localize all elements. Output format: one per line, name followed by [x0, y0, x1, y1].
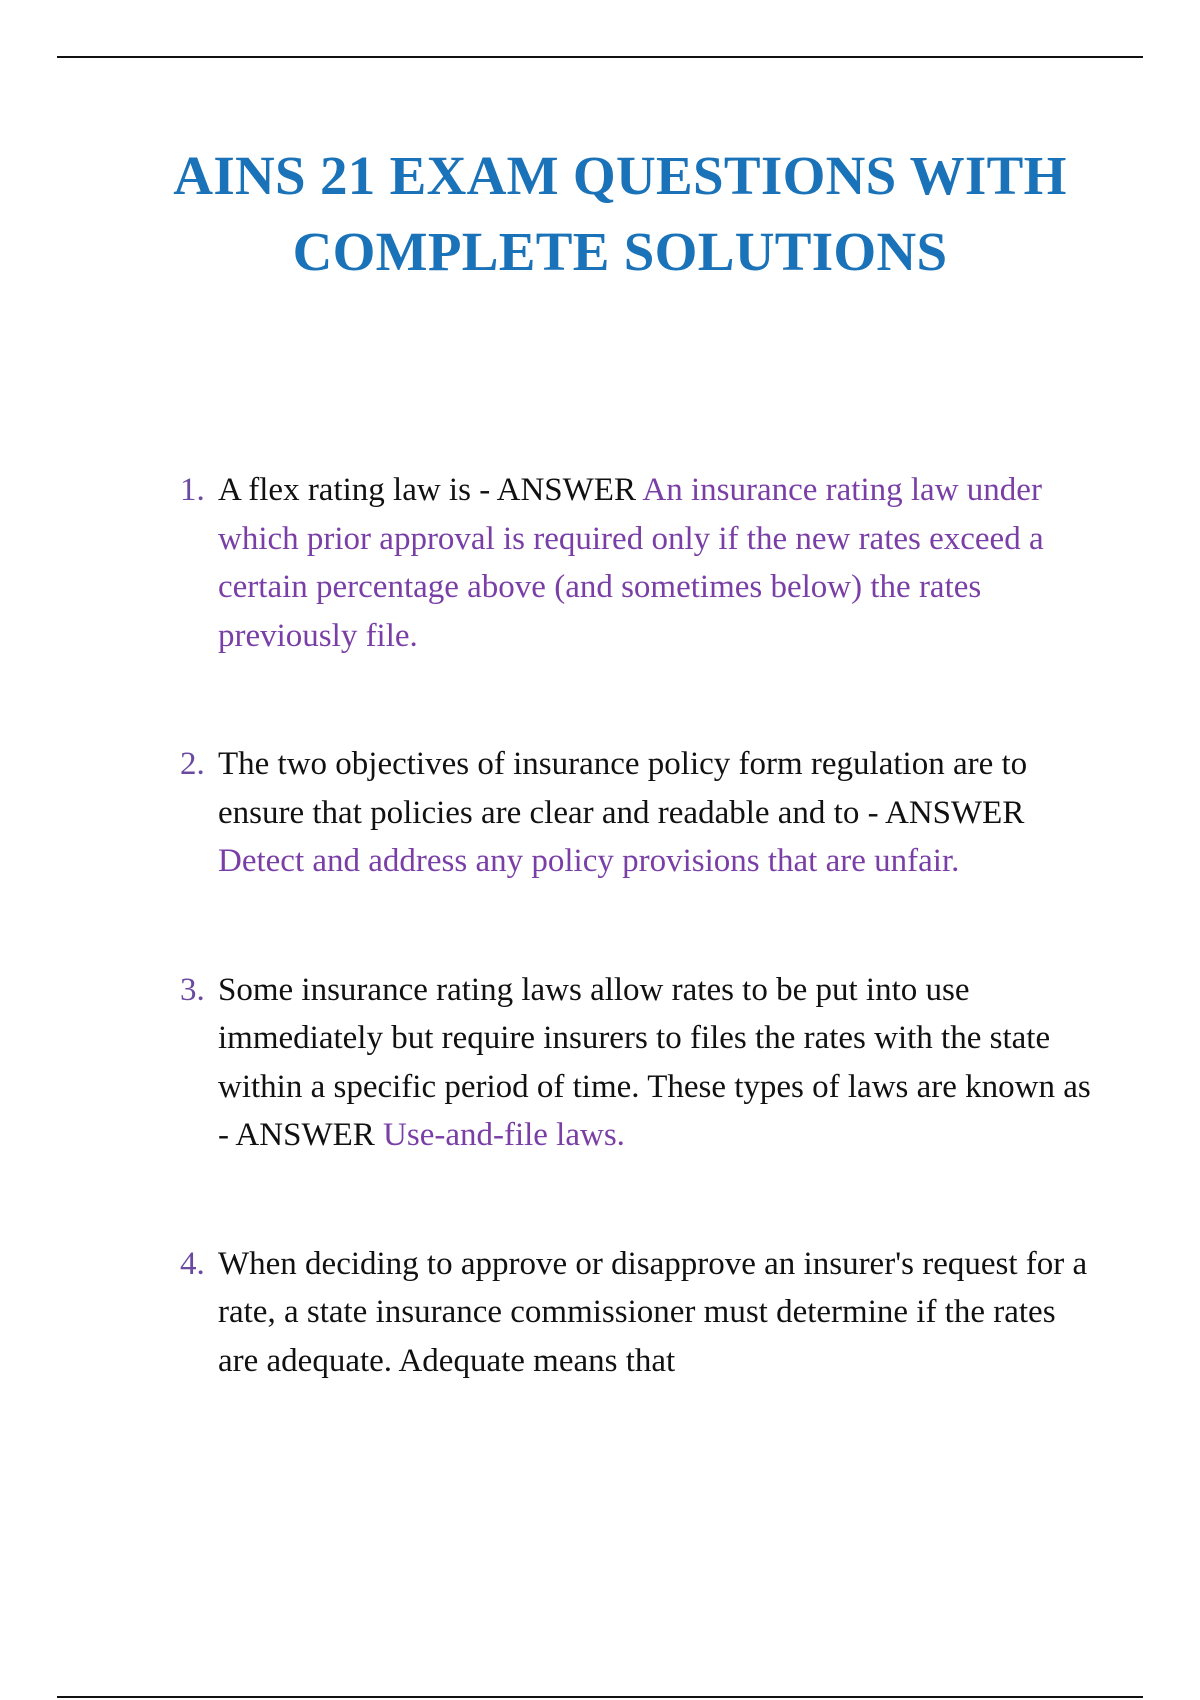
top-rule — [57, 56, 1143, 58]
question-number: 2. — [180, 746, 205, 782]
answer-label: ANSWER — [496, 472, 636, 508]
answer-text: An insurance rating law under which prior approval is required only if the new rates exceed a certain percentage above (and sometimes below) the rates previously file. — [218, 472, 1044, 654]
document-title — [100, 138, 1140, 290]
answer-label: ANSWER — [885, 794, 1025, 831]
question-number: 3. — [180, 971, 205, 1008]
title-line-1: AINS 21 EXAM QUESTIONS WITH — [173, 145, 1067, 206]
question-text: When deciding to approve or disapprove an insurer's request for a rate, a state insurance commissioner must determine if the rates are adequate. Adequate means that — [218, 1245, 1088, 1379]
bottom-rule — [57, 1696, 1143, 1698]
question-text: The two objectives of insurance policy form regulation are to ensure that policies are clear and readable and to - — [218, 746, 1028, 831]
question-item-2 — [0, 740, 1098, 886]
answer-text: Detect and address any policy provisions that are unfair. — [218, 843, 960, 879]
question-list — [0, 466, 1200, 1385]
title-line-2: COMPLETE SOLUTIONS — [292, 221, 948, 282]
question-number: 4. — [180, 1245, 205, 1282]
question-number: 1. — [180, 472, 205, 508]
question-item-3 — [0, 966, 1098, 1160]
question-item-4 — [0, 1240, 1098, 1386]
question-text: Some insurance rating laws allow rates to be put into use immediately but require insurers to files the rates with the state within a specific period of time. These types of laws are known as - — [218, 971, 1091, 1153]
answer-label: ANSWER — [235, 1117, 375, 1153]
question-item-1 — [0, 466, 1098, 660]
question-text: A flex rating law is - — [218, 472, 497, 508]
answer-text: Use-and-file laws. — [374, 1117, 625, 1153]
